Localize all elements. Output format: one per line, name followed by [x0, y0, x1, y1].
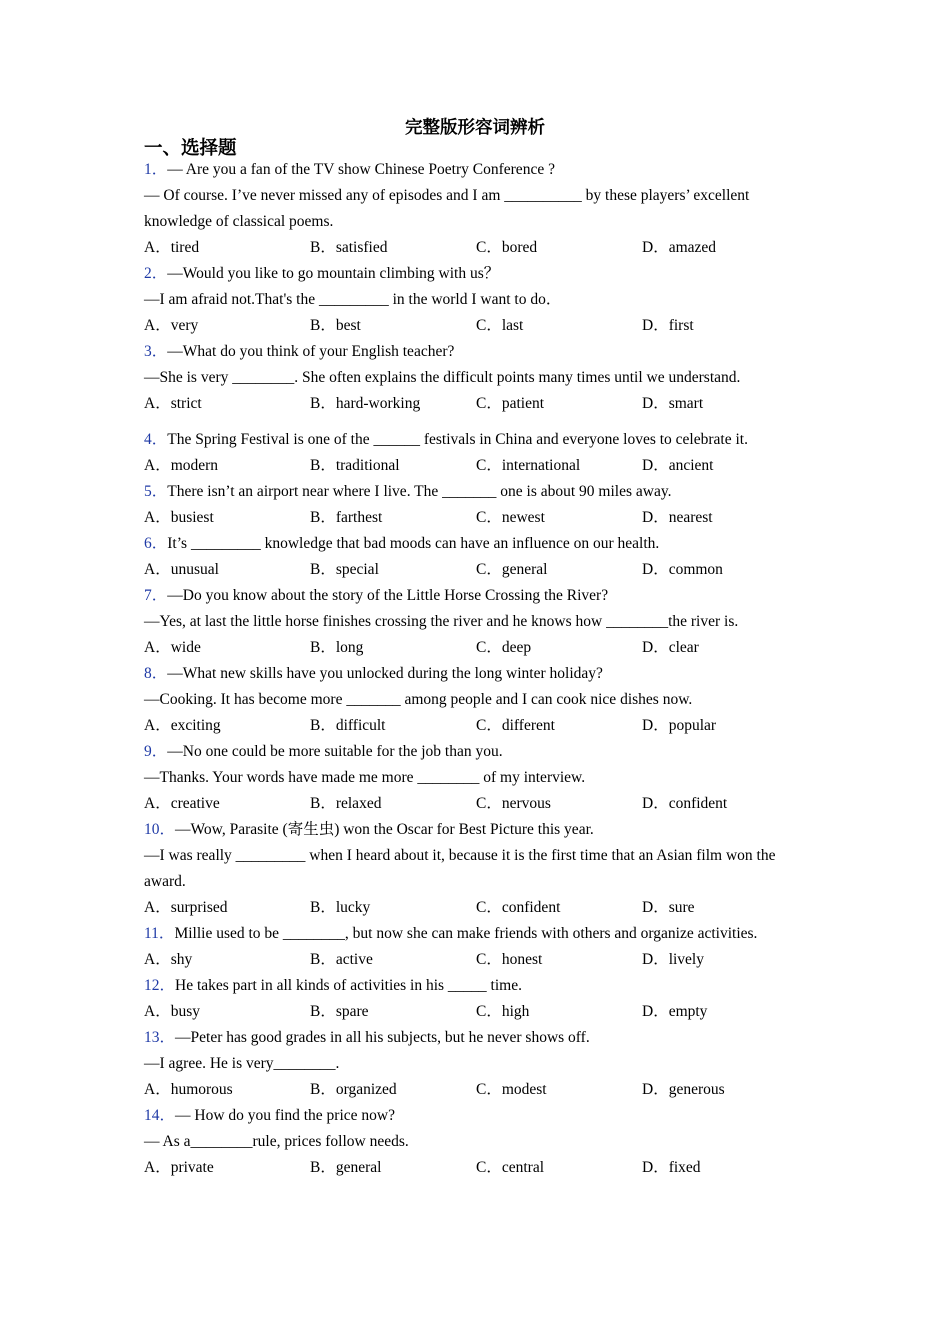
question-number: 5． [144, 483, 168, 500]
question-14 [144, 1103, 814, 1181]
question-number: 7． [144, 587, 168, 604]
question-stem [144, 261, 814, 287]
answer-option-c: C．patient [476, 395, 545, 412]
answer-options [144, 453, 814, 479]
answer-options [144, 557, 814, 583]
answer-option-d: D．confident [642, 795, 728, 812]
spacer [144, 417, 814, 427]
answer-options [144, 947, 814, 973]
answer-options [144, 999, 814, 1025]
answer-option-d: D．empty [642, 1003, 708, 1020]
question-dialogue-line [144, 765, 814, 791]
question-list [144, 157, 814, 1181]
question-stem [144, 1103, 814, 1129]
answer-option-c: C．deep [476, 639, 532, 656]
answer-option-b: B．satisfied [310, 239, 388, 256]
answer-option-b: B．lucky [310, 899, 371, 916]
question-text: — Are you a fan of the TV show Chinese Poetry Conference ? [167, 161, 555, 178]
answer-option-a: A．wide [144, 639, 201, 656]
question-5 [144, 479, 814, 531]
question-text: There isn’t an airport near where I live. The _______ one is about 90 miles away. [167, 483, 672, 500]
question-number: 11． [144, 925, 175, 942]
answer-option-c: C．honest [476, 951, 543, 968]
answer-option-c: C．bored [476, 239, 538, 256]
answer-options [144, 635, 814, 661]
answer-option-c: C．newest [476, 509, 545, 526]
question-stem [144, 921, 814, 947]
answer-option-a: A．modern [144, 457, 219, 474]
question-stem [144, 339, 814, 365]
question-6 [144, 531, 814, 583]
question-number: 12． [144, 977, 176, 994]
answer-options [144, 1077, 814, 1103]
answer-option-c: C．confident [476, 899, 561, 916]
answer-option-b: B．relaxed [310, 795, 382, 812]
question-dialogue-line [144, 1051, 814, 1077]
question-dialogue-line [144, 365, 814, 391]
question-text: The Spring Festival is one of the ______ festivals in China and everyone loves to celebrate it. [167, 431, 748, 448]
answer-option-c: C．international [476, 457, 581, 474]
question-10 [144, 817, 814, 921]
question-number: 9． [144, 743, 168, 760]
question-text: —Yes, at last the little horse finishes crossing the river and he knows how ________the river is. [144, 613, 739, 630]
question-stem [144, 531, 814, 557]
question-stem [144, 739, 814, 765]
question-2 [144, 261, 814, 339]
answer-option-d: D．first [642, 317, 694, 334]
question-text: —Peter has good grades in all his subjects, but he never shows off. [175, 1029, 590, 1046]
answer-option-b: B．organized [310, 1081, 397, 1098]
question-text: —Do you know about the story of the Little Horse Crossing the River? [167, 587, 609, 604]
answer-option-a: A．busy [144, 1003, 200, 1020]
question-dialogue-line [144, 687, 814, 713]
answer-option-c: C．modest [476, 1081, 547, 1098]
question-12 [144, 973, 814, 1025]
question-text: —Wow, Parasite (寄生虫) won the Oscar for Best Picture this year. [175, 821, 594, 838]
question-stem [144, 479, 814, 505]
question-text: —No one could be more suitable for the job than you. [167, 743, 503, 760]
answer-option-a: A．private [144, 1159, 214, 1176]
question-text: — How do you find the price now? [175, 1107, 395, 1124]
question-4 [144, 427, 814, 479]
question-3 [144, 339, 814, 417]
question-text: —She is very ________. She often explains the difficult points many times until we understand. [144, 369, 741, 386]
question-text: He takes part in all kinds of activities in his _____ time. [175, 977, 522, 994]
question-number: 6． [144, 535, 168, 552]
question-stem [144, 661, 814, 687]
answer-option-c: C．general [476, 561, 548, 578]
answer-options [144, 235, 814, 261]
answer-option-d: D．smart [642, 395, 704, 412]
answer-option-b: B．farthest [310, 509, 383, 526]
answer-option-b: B．hard-working [310, 395, 421, 412]
question-stem [144, 1025, 814, 1051]
question-number: 3． [144, 343, 168, 360]
answer-options [144, 391, 814, 417]
answer-options [144, 895, 814, 921]
question-text: —I am afraid not.That's the _________ in the world I want to do． [144, 291, 562, 308]
answer-option-a: A．shy [144, 951, 193, 968]
question-number: 1． [144, 161, 168, 178]
answer-option-d: D．lively [642, 951, 704, 968]
question-dialogue-line [144, 1129, 814, 1155]
answer-option-b: B．difficult [310, 717, 386, 734]
question-text: —Thanks. Your words have made me more ________ of my interview. [144, 769, 586, 786]
answer-option-c: C．high [476, 1003, 530, 1020]
answer-option-d: D．fixed [642, 1159, 701, 1176]
document-title: 完整版形容词辨析 [405, 117, 545, 137]
answer-option-d: D．ancient [642, 457, 714, 474]
answer-option-c: C．different [476, 717, 555, 734]
question-text: —What do you think of your English teacher? [167, 343, 455, 360]
answer-option-a: A．humorous [144, 1081, 233, 1098]
answer-option-c: C．nervous [476, 795, 551, 812]
question-text: — As a________rule, prices follow needs. [144, 1133, 409, 1150]
answer-option-d: D．nearest [642, 509, 713, 526]
answer-option-d: D．popular [642, 717, 717, 734]
answer-option-a: A．exciting [144, 717, 221, 734]
answer-option-b: B．special [310, 561, 379, 578]
question-text: — Of course. I’ve never missed any of episodes and I am __________ by these players’ excellent knowledge of classical poems. [144, 187, 750, 230]
answer-option-c: C．last [476, 317, 524, 334]
section-heading: 一、选择题 [144, 139, 237, 159]
answer-option-b: B．spare [310, 1003, 369, 1020]
question-text: —What new skills have you unlocked during the long winter holiday? [167, 665, 603, 682]
answer-option-d: D．sure [642, 899, 695, 916]
question-text: —I was really _________ when I heard about it, because it is the first time that an Asian film won the award. [144, 847, 776, 890]
answer-option-a: A．busiest [144, 509, 214, 526]
question-number: 4． [144, 431, 168, 448]
answer-option-d: D．common [642, 561, 723, 578]
answer-option-b: B．general [310, 1159, 382, 1176]
question-dialogue-line [144, 843, 814, 895]
answer-option-a: A．creative [144, 795, 220, 812]
answer-options [144, 713, 814, 739]
answer-option-b: B．best [310, 317, 361, 334]
answer-option-d: D．amazed [642, 239, 717, 256]
answer-options [144, 1155, 814, 1181]
answer-option-b: B．long [310, 639, 364, 656]
answer-option-a: A．surprised [144, 899, 228, 916]
answer-option-b: B．traditional [310, 457, 400, 474]
question-stem [144, 157, 814, 183]
answer-option-c: C．central [476, 1159, 545, 1176]
question-9 [144, 739, 814, 817]
question-number: 14． [144, 1107, 176, 1124]
answer-option-d: D．generous [642, 1081, 725, 1098]
answer-option-a: A．very [144, 317, 199, 334]
question-text: —Would you like to go mountain climbing with us？ [167, 265, 500, 282]
question-8 [144, 661, 814, 739]
question-dialogue-line [144, 287, 814, 313]
question-text: —I agree. He is very________. [144, 1055, 340, 1072]
question-dialogue-line [144, 183, 814, 235]
question-13 [144, 1025, 814, 1103]
answer-option-a: A．strict [144, 395, 202, 412]
answer-option-b: B．active [310, 951, 373, 968]
question-text: —Cooking. It has become more _______ among people and I can cook nice dishes now. [144, 691, 693, 708]
question-1 [144, 157, 814, 261]
answer-options [144, 313, 814, 339]
question-stem [144, 583, 814, 609]
question-text: It’s _________ knowledge that bad moods can have an influence on our health. [167, 535, 660, 552]
question-number: 2． [144, 265, 168, 282]
answer-option-d: D．clear [642, 639, 699, 656]
question-dialogue-line [144, 609, 814, 635]
question-7 [144, 583, 814, 661]
question-number: 10． [144, 821, 176, 838]
question-stem [144, 427, 814, 453]
answer-option-a: A．tired [144, 239, 200, 256]
question-stem [144, 817, 814, 843]
question-stem [144, 973, 814, 999]
answer-options [144, 505, 814, 531]
question-number: 8． [144, 665, 168, 682]
question-text: Millie used to be ________, but now she can make friends with others and organize activities. [174, 925, 758, 942]
answer-option-a: A．unusual [144, 561, 219, 578]
answer-options [144, 791, 814, 817]
question-11 [144, 921, 814, 973]
question-number: 13． [144, 1029, 176, 1046]
